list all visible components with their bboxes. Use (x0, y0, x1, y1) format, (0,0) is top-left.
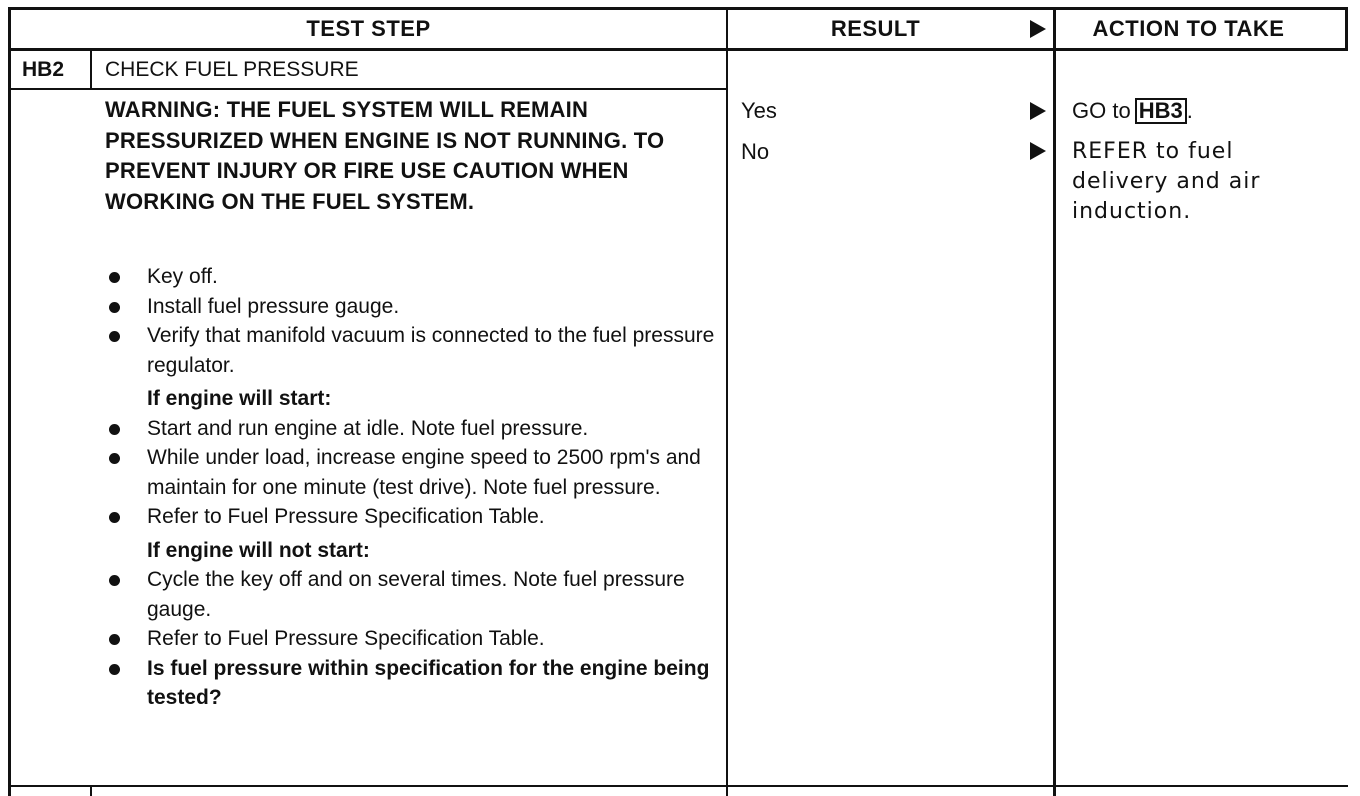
list-item: Start and run engine at idle. Note fuel pressure. (105, 414, 715, 444)
step-id-divider (90, 49, 92, 90)
warning-text: WARNING: THE FUEL SYSTEM WILL REMAIN PRESSURIZED WHEN ENGINE IS NOT RUNNING. TO PREVENT INJURY OR FIRE USE CAUTION WHEN WORKING ON THE FUEL SYSTEM. (105, 97, 665, 214)
result-yes-arrow-icon (1030, 102, 1046, 120)
header-arrow-icon (1030, 20, 1046, 38)
list-item: Verify that manifold vacuum is connected to the fuel pressure regulator. (105, 321, 715, 380)
result-no-arrow-icon (1030, 142, 1046, 160)
table-top-border (8, 7, 1348, 10)
header-test-step: TEST STEP (306, 16, 431, 41)
action-yes-suffix: . (1186, 98, 1193, 123)
list-heading: If engine will not start: (147, 538, 370, 562)
action-yes (1072, 96, 1193, 126)
step-title: CHECK FUEL PRESSURE (105, 58, 359, 81)
procedure-list (105, 262, 715, 713)
step-reference-link[interactable]: HB3 (1135, 98, 1187, 124)
list-item: Is fuel pressure within specification for the engine being tested? (105, 654, 715, 713)
header-bottom-border (8, 48, 1348, 51)
list-item: Key off. (105, 262, 715, 292)
action-no: REFER to fuel delivery and air induction. (1072, 139, 1261, 224)
list-item: Cycle the key off and on several times. Note fuel pressure gauge. (105, 565, 715, 624)
result-left-border (726, 7, 728, 796)
list-item: Refer to Fuel Pressure Specification Table. (105, 502, 715, 532)
list-heading: If engine will start: (147, 387, 332, 410)
step-id-divider-lower (90, 785, 92, 796)
result-no: No (741, 139, 770, 164)
list-item: Refer to Fuel Pressure Specification Table. (105, 624, 715, 654)
list-item: While under load, increase engine speed to 2500 rpm's and maintain for one minute (test drive). Note fuel pressure. (105, 443, 715, 502)
result-yes: Yes (741, 98, 777, 123)
list-item: Install fuel pressure gauge. (105, 292, 715, 322)
table-left-border (8, 7, 11, 796)
table-bottom-border (8, 785, 1348, 787)
step-title-border (8, 88, 728, 90)
action-left-border (1053, 7, 1056, 796)
header-action: ACTION TO TAKE (1092, 16, 1285, 41)
action-yes-prefix: GO to (1072, 98, 1131, 123)
table-right-border (1345, 7, 1348, 51)
step-id: HB2 (22, 58, 65, 81)
header-result: RESULT (830, 16, 921, 41)
